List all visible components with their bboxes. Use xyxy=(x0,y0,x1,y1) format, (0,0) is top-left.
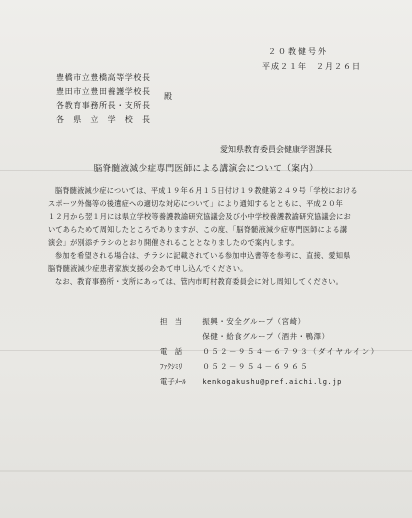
honorific: 殿 xyxy=(164,92,172,101)
contact-label: 電子ﾒｰﾙ xyxy=(160,377,186,386)
contact-group: 振興・安全グループ（宮崎） xyxy=(202,317,306,326)
sender: 愛知県教育委員会健康学習課長 xyxy=(220,145,332,154)
document-number: ２０教健号外 xyxy=(268,47,328,56)
body-line: 脳脊髄液減少症については、平成１９年６月１５日付け１９教健第２４９号「学校における xyxy=(55,186,358,195)
email-address: kenkogakushu@pref.aichi.lg.jp xyxy=(202,378,342,386)
body-line: スポーツ外傷等の後遺症への適切な対応について」により通知するとともに、平成２０年 xyxy=(48,199,344,208)
contact-row xyxy=(160,374,380,390)
body-line: 演会」が別添チラシのとおり開催されることとなりましたので案内します。 xyxy=(48,238,299,247)
body-line: いてあらためて周知したところでありますが、この度、「脳脊髄液減少症専門医師による講 xyxy=(48,225,348,234)
contact-label: ﾌｧｸｼﾐﾘ xyxy=(160,362,183,371)
body-line: 脳脊髄液減少症患者家族支援の会あて申し込んでください。 xyxy=(48,264,248,273)
addressee: 各教育事務所長・支所長 xyxy=(56,101,151,110)
addressee-list xyxy=(56,71,151,127)
contact-group: 保健・給食グループ（酒井・鴨澤） xyxy=(202,332,330,341)
addressee: 各 県 立 学 校 長 xyxy=(56,115,151,124)
paper-crease xyxy=(0,470,412,472)
contact-row xyxy=(160,344,380,359)
body-line: １２月から翌１月には県立学校等養護教諭研究協議会及び小中学校養護教諭研究協議会にお xyxy=(48,212,351,221)
body-line: なお、教育事務所・支所にあっては、管内市町村教育委員会に対し周知してください。 xyxy=(55,277,344,286)
contact-row xyxy=(160,329,380,344)
document-title: 脳脊髄液減少症専門医師による講演会について（案内） xyxy=(93,164,319,174)
body-text xyxy=(48,184,368,288)
fax-number: ０５２－９５４－６９６５ xyxy=(202,362,310,371)
contact-label: 電 話 xyxy=(160,347,183,356)
document-date: 平成２１年 ２月２６日 xyxy=(262,62,361,71)
phone-number: ０５２－９５４－６７９３（ダイヤルイン） xyxy=(202,347,380,356)
contact-label: 担 当 xyxy=(160,317,183,326)
body-line: 参加を希望される場合は、チラシに記載されている参加申込書等を参考に、直接、愛知県 xyxy=(55,251,351,260)
contact-block xyxy=(160,314,380,390)
addressee: 豊橋市立豊橋高等学校長 xyxy=(56,73,151,82)
addressee: 豊田市立豊田養護学校長 xyxy=(56,87,151,96)
contact-row xyxy=(160,314,380,329)
contact-row xyxy=(160,359,380,374)
